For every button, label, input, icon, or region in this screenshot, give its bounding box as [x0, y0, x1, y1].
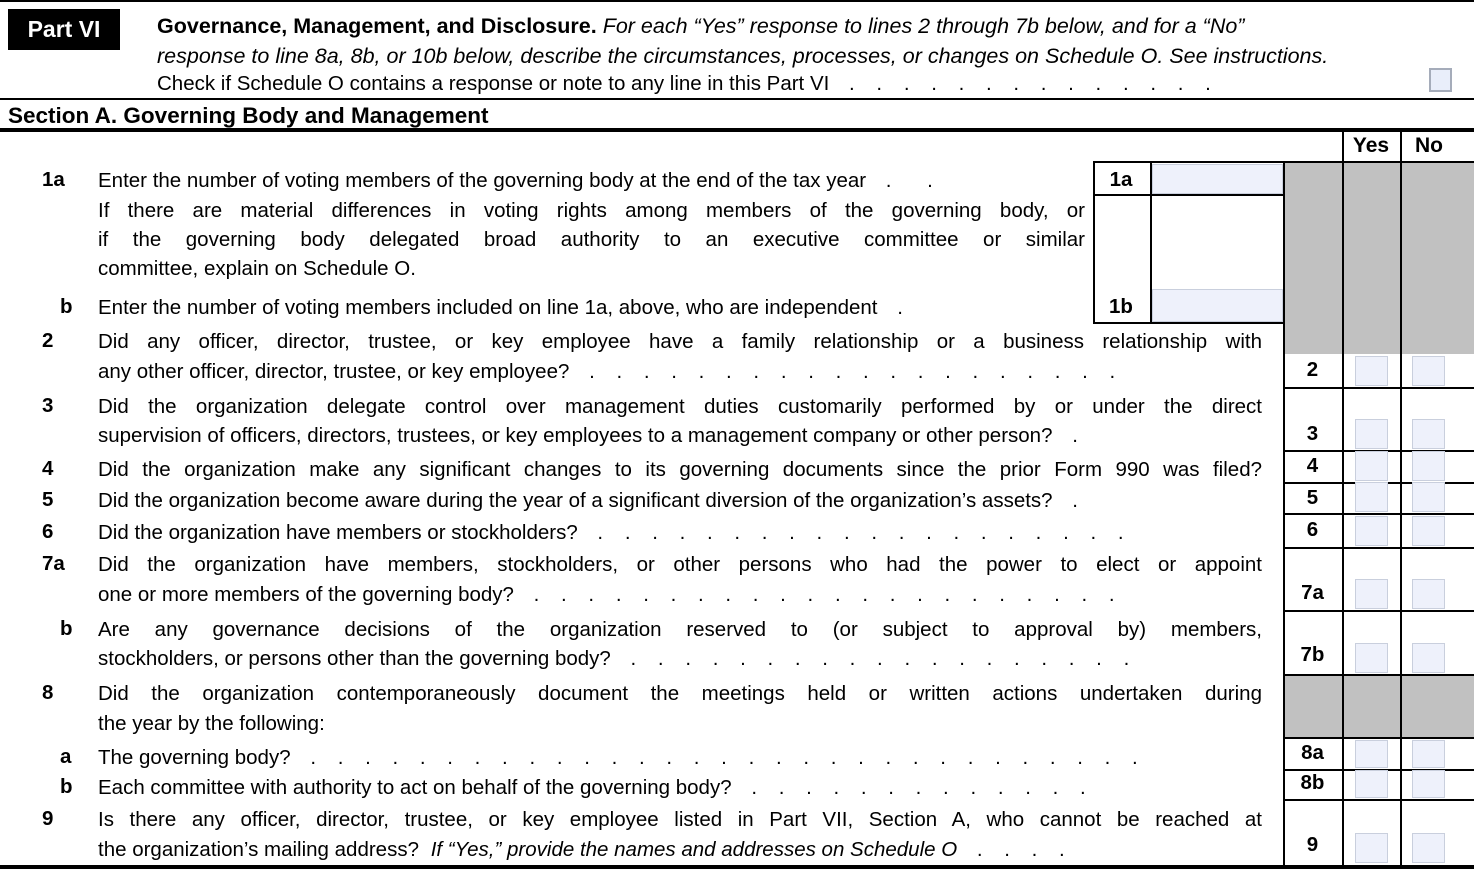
- question-8-line2: the year by the following:: [98, 712, 325, 735]
- question-3-line2: [98, 423, 1262, 449]
- question-text: supervision of officers, directors, trustees, or key employees to a management company or other person?: [98, 424, 1053, 447]
- yes-field-line-7a[interactable]: [1355, 579, 1388, 609]
- no-field-line-2[interactable]: [1412, 356, 1445, 386]
- yes-field-line-4[interactable]: [1355, 451, 1388, 481]
- yes-column-header: Yes: [1352, 134, 1390, 157]
- line-label-8: 8: [42, 681, 54, 704]
- question-text: one or more members of the governing body?: [98, 583, 514, 606]
- question-text: the organization’s mailing address?: [98, 838, 419, 861]
- line-label-1a: 1a: [42, 168, 65, 191]
- line-label-5: 5: [42, 488, 54, 511]
- yes-field-line-3[interactable]: [1355, 419, 1388, 449]
- dot-leader: . . . . . . . . . . . . . . . . . . .: [630, 647, 1130, 670]
- part-header-line1: [157, 11, 1462, 41]
- no-field-line-5[interactable]: [1412, 482, 1445, 512]
- no-field-line-8b[interactable]: [1412, 770, 1445, 798]
- row-number-3: 3: [1306, 422, 1319, 445]
- row-number-4: 4: [1306, 454, 1319, 477]
- schedule-o-check-line: [157, 71, 1417, 97]
- no-column-left-line: [1400, 131, 1402, 869]
- row-number-7b: 7b: [1300, 643, 1325, 666]
- no-field-line-9[interactable]: [1412, 833, 1445, 863]
- question-text: any other officer, director, trustee, or key employee?: [98, 360, 570, 383]
- question-text: Did the organization have members or stockholders?: [98, 521, 578, 544]
- part-title: Governance, Management, and Disclosure.: [157, 14, 597, 38]
- question-7a-line2: [98, 582, 1262, 608]
- question-1a-line4: committee, explain on Schedule O.: [98, 257, 416, 280]
- question-text: Each committee with authority to act on behalf of the governing body?: [98, 776, 732, 799]
- question-1b-line1: [98, 295, 1085, 321]
- no-column-header: No: [1415, 134, 1443, 157]
- question-6-line1: [98, 520, 1262, 546]
- bottom-border-line: [0, 865, 1474, 869]
- question-text: stockholders, or persons other than the governing body?: [98, 647, 611, 670]
- line-label-7a: 7a: [42, 552, 65, 575]
- question-text-italic: If “Yes,” provide the names and addresses on Schedule O: [430, 838, 958, 861]
- question-7a-line1: Did the organization have members, stockholders, or other persons who had the power to elect or appoint: [98, 553, 1262, 576]
- question-text: The governing body?: [98, 746, 291, 769]
- part-subtitle-line2: response to line 8a, 8b, or 10b below, describe the circumstances, processes, or changes on Schedule O. See instructions.: [157, 44, 1329, 68]
- line-label-2: 2: [42, 329, 54, 352]
- line1b-bottom-line: [1093, 322, 1285, 324]
- yes-column-left-line: [1342, 131, 1344, 869]
- dot-leader: .: [897, 296, 903, 319]
- question-7b-line1: Are any governance decisions of the organization reserved to (or subject to approval by) members,: [98, 618, 1262, 641]
- line1a-bottom-line: [1093, 194, 1285, 196]
- row-number-9: 9: [1306, 833, 1319, 856]
- line-1a-box-label: 1a: [1109, 168, 1133, 191]
- no-field-line-7a[interactable]: [1412, 579, 1445, 609]
- line-1b-value-field[interactable]: [1152, 289, 1283, 322]
- question-1a-line2: If there are material differences in voting rights among members of the governing body, or: [98, 199, 1085, 222]
- section-a-underline: [0, 128, 1474, 132]
- line-label-9: 9: [42, 807, 54, 830]
- question-8b-line1: [98, 775, 1262, 801]
- question-8-line1: Did the organization contemporaneously document the meetings held or written actions undertaken during: [98, 682, 1262, 705]
- question-3-line1: Did the organization delegate control over management duties customarily performed by or under the direct: [98, 395, 1262, 418]
- dot-leader: . . . . . . . . . . . . . . . . . . . .: [597, 521, 1124, 544]
- yes-field-line-5[interactable]: [1355, 482, 1388, 512]
- shaded-area-lines-1: [1284, 163, 1474, 354]
- question-9-line1: Is there any officer, director, trustee, or key employee listed in Part VII, Section A, who cannot be reached at: [98, 808, 1262, 831]
- dot-leader: . .: [885, 169, 933, 192]
- line-1b-box-label: 1b: [1109, 295, 1133, 318]
- schedule-o-checkbox[interactable]: [1429, 68, 1452, 92]
- question-1a-line1: [98, 168, 1085, 194]
- row-number-6: 6: [1306, 518, 1319, 541]
- header-divider-line: [0, 98, 1474, 100]
- no-field-line-3[interactable]: [1412, 419, 1445, 449]
- row-line: [1283, 674, 1474, 676]
- schedule-o-check-text: Check if Schedule O contains a response or note to any line in this Part VI: [157, 72, 830, 95]
- line-label-4: 4: [42, 457, 54, 480]
- row-line: [1283, 387, 1474, 389]
- no-field-line-8a[interactable]: [1412, 740, 1445, 768]
- question-text: Enter the number of voting members included on line 1a, above, who are independent: [98, 296, 878, 319]
- part-subtitle-line1: For each “Yes” response to lines 2 through 7b below, and for a “No”: [602, 14, 1245, 38]
- dot-leader: . . . . . . . . . . . . . .: [849, 72, 1211, 95]
- question-4-line1: Did the organization make any significant changes to its governing documents since the prior Form 990 was filed?: [98, 458, 1262, 481]
- part-vi-label-text: Part VI: [27, 16, 101, 42]
- line-label-8a: a: [60, 745, 72, 768]
- row-line: [1283, 513, 1474, 515]
- question-2-line1: Did any officer, director, trustee, or key employee have a family relationship or a business relationship with: [98, 330, 1262, 353]
- yes-field-line-8a[interactable]: [1355, 740, 1388, 768]
- question-2-line2: [98, 359, 1262, 385]
- dot-leader: .: [1072, 424, 1078, 447]
- dot-leader: . . . . . . . . . . . . .: [751, 776, 1086, 799]
- dot-leader: . . . . . . . . . . . . . . . . . . . .: [589, 360, 1116, 383]
- row-number-8a: 8a: [1301, 741, 1324, 764]
- row-number-8b: 8b: [1300, 771, 1325, 794]
- line-label-6: 6: [42, 520, 54, 543]
- yes-field-line-7b[interactable]: [1355, 643, 1388, 673]
- no-field-line-4[interactable]: [1412, 451, 1445, 481]
- question-text: Enter the number of voting members of the governing body at the end of the tax year: [98, 169, 867, 192]
- shaded-area-line-8: [1284, 675, 1474, 737]
- question-7b-line2: [98, 646, 1262, 672]
- row-number-5: 5: [1306, 486, 1319, 509]
- question-1a-line3: if the governing body delegated broad authority to an executive committee or similar: [98, 228, 1085, 251]
- dot-leader: . . . .: [976, 838, 1065, 861]
- line-label-8b: b: [60, 775, 73, 798]
- question-5-line1: [98, 488, 1262, 514]
- row-number-7a: 7a: [1301, 581, 1324, 604]
- question-9-line2: [98, 837, 1262, 863]
- part-vi-label: [8, 9, 120, 50]
- section-a-heading: Section A. Governing Body and Management: [8, 103, 489, 128]
- yes-field-line-9[interactable]: [1355, 833, 1388, 863]
- line-label-3: 3: [42, 394, 54, 417]
- dot-leader: .: [1072, 489, 1078, 512]
- question-8a-line1: [98, 745, 1262, 771]
- row-line: [1283, 737, 1474, 739]
- no-field-line-7b[interactable]: [1412, 643, 1445, 673]
- line-1a-value-field[interactable]: [1152, 164, 1283, 194]
- question-text: Did the organization become aware during the year of a significant diversion of the organization’s assets?: [98, 489, 1053, 512]
- row-line: [1283, 799, 1474, 801]
- dot-leader: . . . . . . . . . . . . . . . . . . . . . .: [533, 583, 1115, 606]
- yes-field-line-8b[interactable]: [1355, 770, 1388, 798]
- line-label-1b: b: [60, 295, 73, 318]
- row-line: [1283, 547, 1474, 549]
- top-border-line: [0, 0, 1474, 2]
- yes-field-line-2[interactable]: [1355, 356, 1388, 386]
- no-field-line-6[interactable]: [1412, 516, 1445, 546]
- line-label-7b: b: [60, 617, 73, 640]
- yes-field-line-6[interactable]: [1355, 516, 1388, 546]
- row-line: [1283, 610, 1474, 612]
- dot-leader: . . . . . . . . . . . . . . . . . . . . . . . . . . . . . . .: [310, 746, 1138, 769]
- row-number-2: 2: [1306, 358, 1319, 381]
